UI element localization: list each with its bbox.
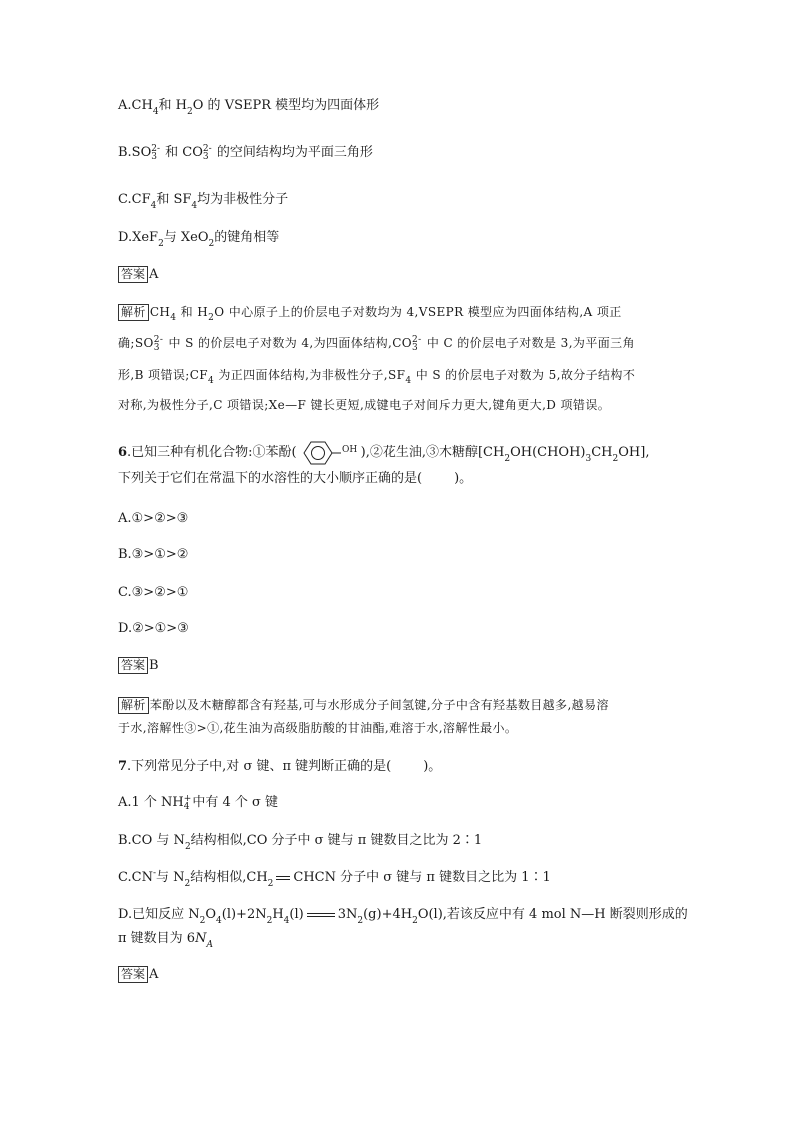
q7-option-d-line-2: π 键数目为 $6N_A$ bbox=[118, 931, 213, 950]
answer-value: A bbox=[149, 967, 159, 982]
q5-option-d: D.XeF$_2$与 XeO$_2$的键角相等 bbox=[118, 230, 280, 249]
answer-tag: 答案 bbox=[118, 966, 148, 983]
q7-option-a: A.1 个 NH + 4 中有 4 个 σ 键 bbox=[118, 793, 279, 812]
q6-option-c: C.③>②>① bbox=[118, 585, 189, 600]
q7-answer bbox=[118, 966, 158, 984]
q5-analysis-line-4: 对称,为极性分子,C 项错误;Xe—F 键长更短,成键电子对间斥力更大,键角更大,D 项错误。 bbox=[118, 398, 611, 412]
q7-option-b: B.CO 与 $N_2$结构相似,CO 分子中 σ 键与 π 键数目之比为 2∶1 bbox=[118, 833, 483, 852]
question-number: 6 bbox=[118, 445, 128, 460]
equals-sign-icon bbox=[306, 911, 336, 919]
q5-option-a: $A.CH_4$和 $H_2O$ 的 VSEPR 模型均为四面体形 bbox=[118, 98, 380, 117]
q6-option-d: D.②>①>③ bbox=[118, 621, 189, 636]
double-bond-icon bbox=[275, 874, 291, 882]
q7-option-c: C.CN-与 $N_2$结构相似$,CH_2$ CHCN 分子中 σ 键与 π 键数目之比为 1∶1 bbox=[118, 868, 551, 889]
answer-tag: 答案 bbox=[118, 657, 148, 674]
q6-answer bbox=[118, 657, 159, 675]
q6-analysis-line-2: 于水,溶解性③>①,花生油为高级脂肪酸的甘油酯,难溶于水,溶解性最小。 bbox=[118, 721, 518, 735]
q6-analysis-line-1: 解析 苯酚以及木糖醇都含有羟基,可与水形成分子间氢键,分子中含有羟基数目越多,越易溶 bbox=[118, 696, 609, 714]
phenol-oh-label: OH bbox=[341, 444, 357, 455]
q7-stem: 7.下列常见分子中,对 σ 键、π 键判断正确的是( )。 bbox=[118, 759, 442, 774]
q6-stem-line-1: 6.已知三种有机化合物:①苯酚( OH ),②花生油,③木糖醇$[CH_2OH(CHOH)_3CH_2OH]$, bbox=[118, 438, 649, 468]
q5-option-b: B.SO 2- 3 和 CO 2- 3 的空间结构均为平面三角形 bbox=[118, 143, 373, 162]
q6-stem-line-2: 下列关于它们在常温下的水溶性的大小顺序正确的是( )。 bbox=[118, 471, 473, 486]
q7-option-d-line-1: D.已知反应 $N_2O_4(l)+2N_2H_4(l)$ $3N_2(g)+4H_2O(l)$,若该反应中有 4 mol N—H 断裂则形成的 bbox=[118, 907, 688, 926]
answer-value: B bbox=[149, 658, 159, 673]
q5-analysis-line-2: 确;SO 2- 3 中 S 的价层电子对数为 4,为四面体结构,CO 2- 3 中 C 的价层电子对数是 3,为平面三角 bbox=[118, 334, 635, 353]
q5-answer bbox=[118, 266, 158, 284]
phenol-structure-icon bbox=[298, 439, 360, 467]
q5-analysis-line-1: 解析 $CH_4$ 和 $H_2O$ 中心原子上的价层电子对数均为 4,VSEPR 模型应为四面体结构,A 项正 bbox=[118, 303, 622, 321]
answer-tag: 答案 bbox=[118, 266, 148, 283]
answer-value: A bbox=[149, 267, 159, 282]
analysis-tag: 解析 bbox=[118, 304, 149, 321]
q5-option-c: $C.CF_4$和 $SF_4$均为非极性分子 bbox=[118, 192, 289, 211]
analysis-tag: 解析 bbox=[118, 697, 149, 714]
q6-option-a: A.①>②>③ bbox=[118, 511, 189, 526]
q6-option-b: B.③>①>② bbox=[118, 547, 189, 562]
question-number: 7 bbox=[118, 759, 128, 774]
q5-analysis-line-3: 形,B 项错误$;CF_4$ 为正四面体结构,为非极性分子$,SF_4$ 中 S 的价层电子对数为 5,故分子结构不 bbox=[118, 368, 636, 387]
